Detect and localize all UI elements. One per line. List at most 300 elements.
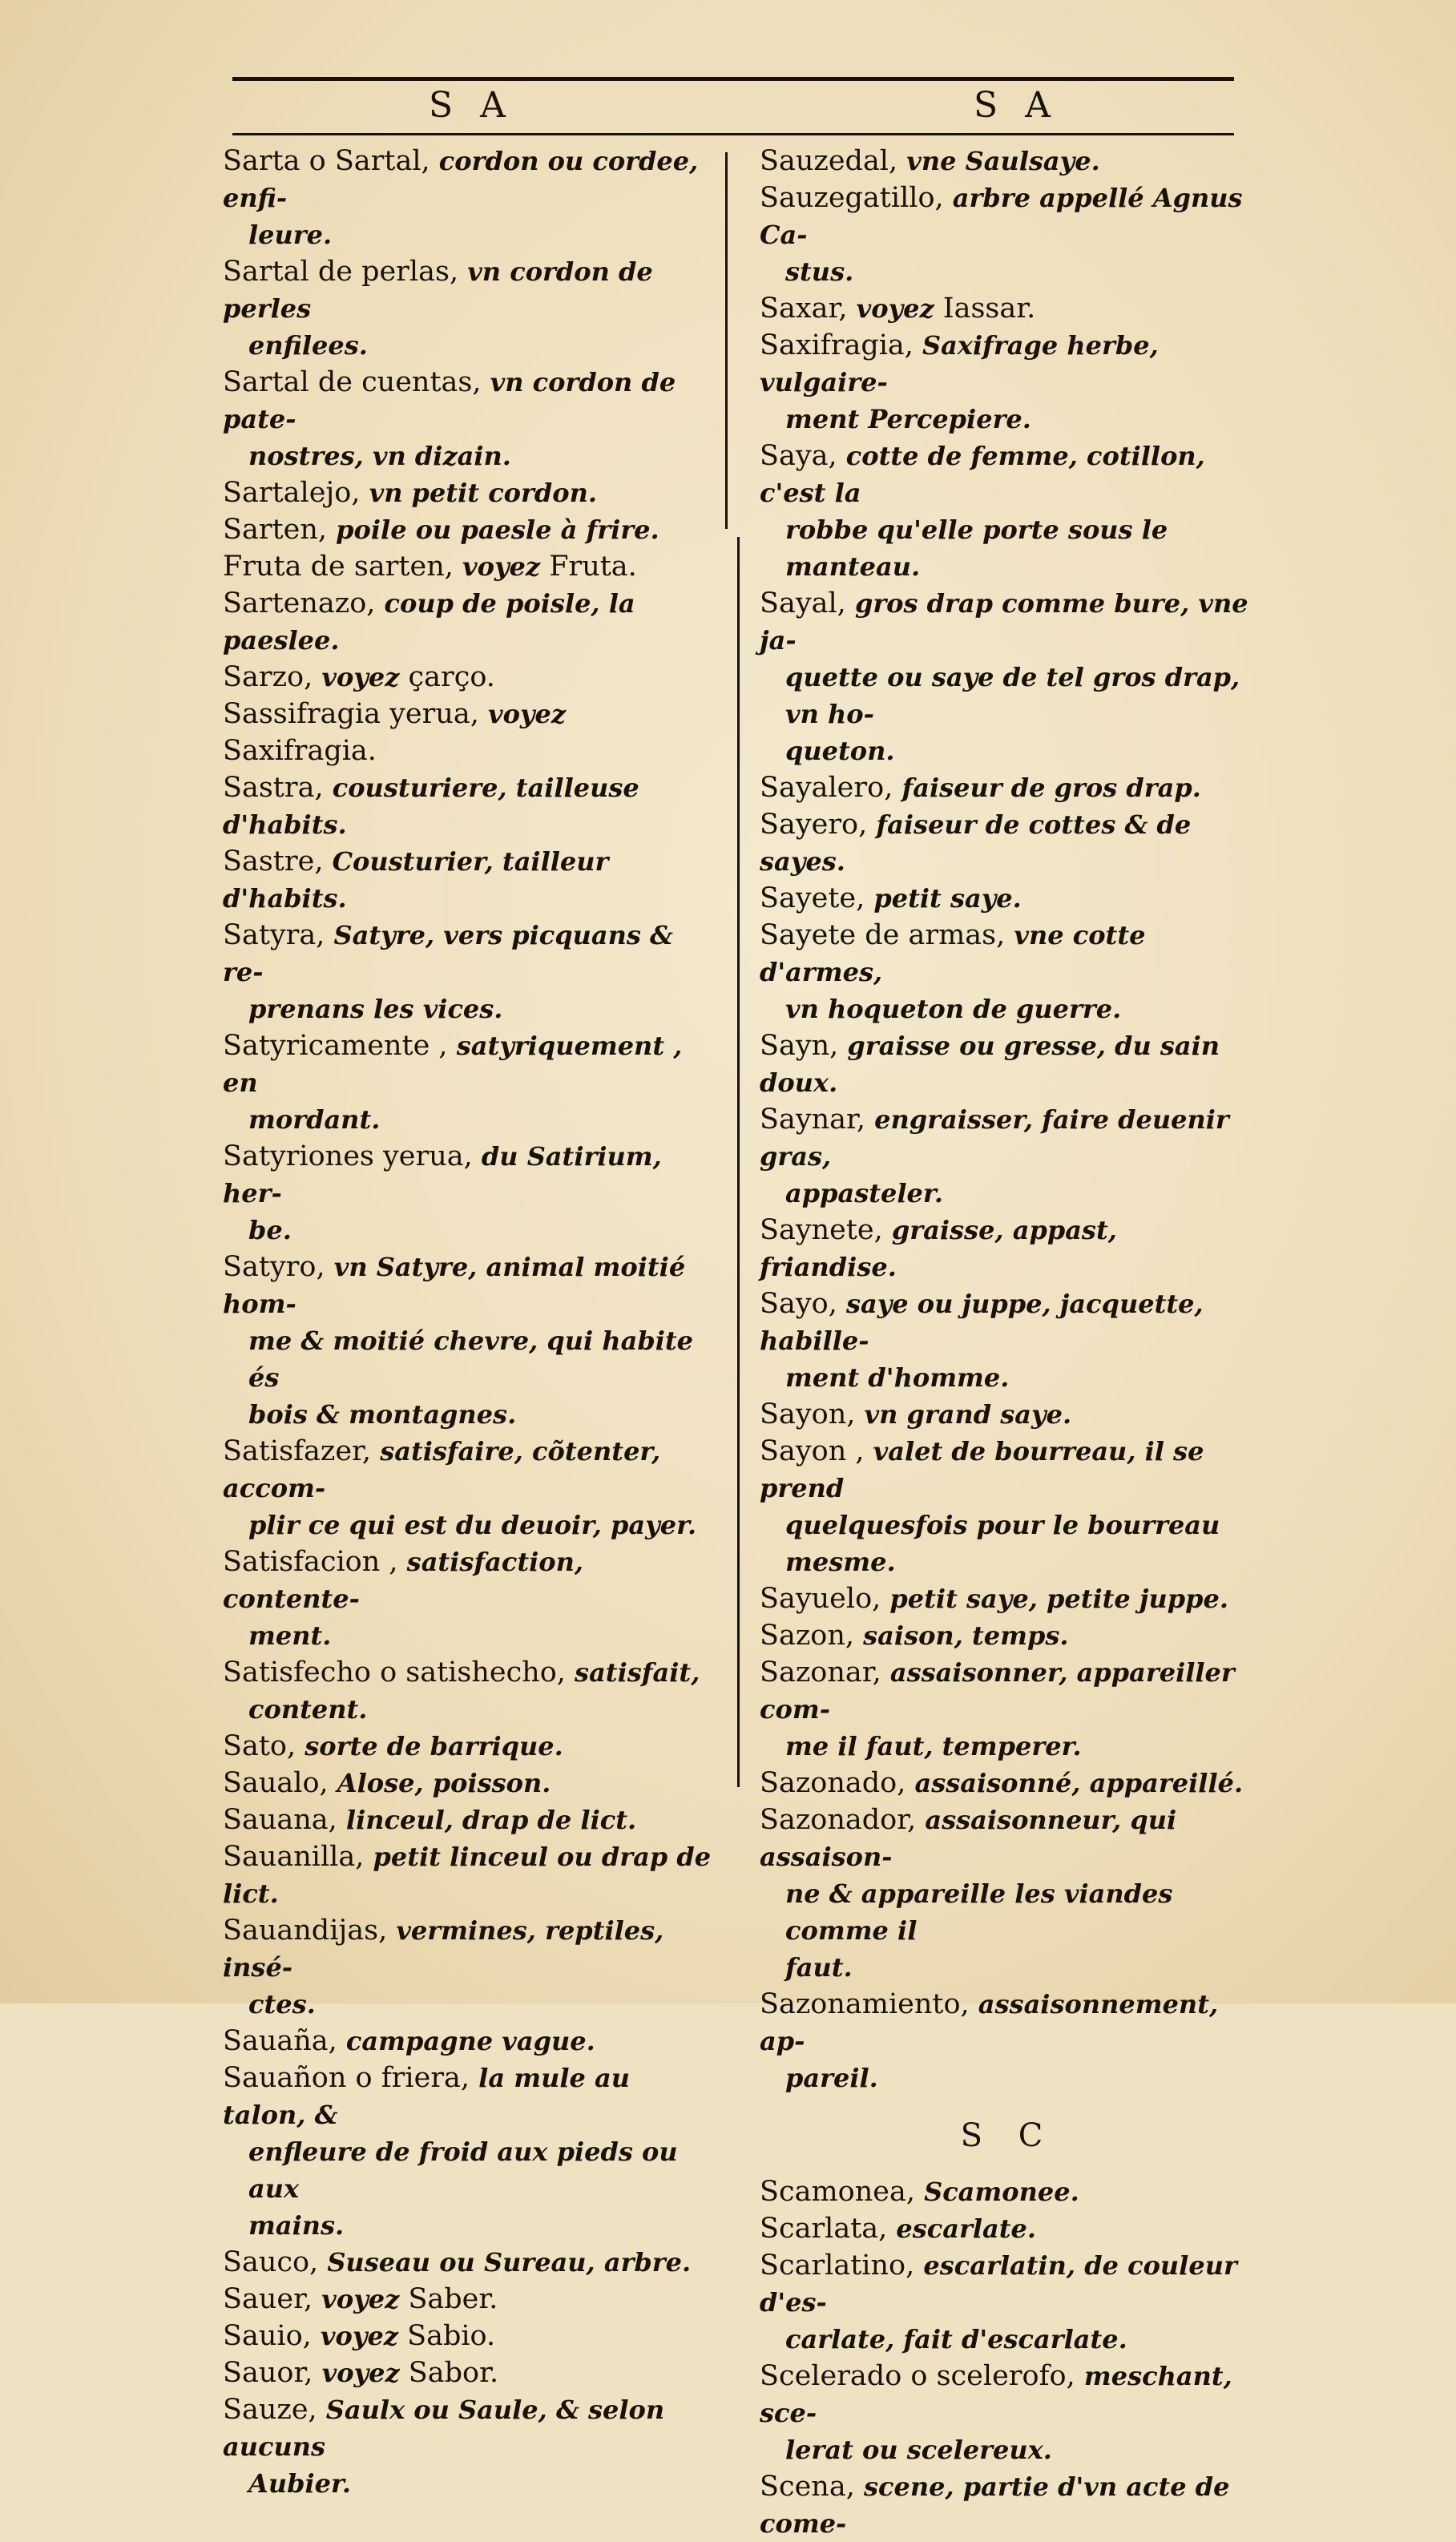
headword-text: Sarzo,	[223, 661, 322, 693]
definition-text: petit linceul ou drap de lict.	[223, 1842, 712, 1909]
headword-text: Satisfacion ,	[223, 1546, 407, 1578]
headword-text: Sayalero,	[760, 772, 902, 804]
running-header-right: S A	[974, 85, 1059, 126]
column-divider	[737, 537, 740, 1787]
definition-text: carlate, fait d'escarlate.	[785, 2324, 1127, 2354]
headword-text: Saxifragia.	[223, 735, 377, 767]
entry-line	[223, 1435, 660, 1504]
entry-line	[760, 1214, 1117, 1283]
definition-text: voyez	[462, 551, 541, 582]
entry-line	[223, 2357, 498, 2389]
dictionary-entry	[760, 1580, 1256, 1617]
entry-line	[760, 293, 1035, 325]
headword-text: Sartal de perlas,	[223, 256, 468, 288]
definition-text: leure.	[248, 220, 333, 250]
definition-text: du Satirium, her-	[223, 1141, 662, 1208]
definition-text: cousturiere, tailleuse d'habits.	[223, 773, 639, 840]
entry-line	[223, 2246, 691, 2278]
dictionary-entry	[760, 1027, 1256, 1101]
definition-text: assaisonnement, ap-	[760, 1989, 1219, 2056]
definition-text: saye ou juppe, jacquette, habille-	[760, 1289, 1204, 1356]
definition-text: engraisser, faire deuenir gras,	[760, 1104, 1229, 1172]
headword-text: Sabio.	[397, 2320, 496, 2352]
entry-line	[760, 2321, 1256, 2358]
section-heading: S C	[960, 2117, 1056, 2154]
definition-text: stus.	[785, 256, 854, 287]
headword-text: Sauaña,	[223, 2025, 346, 2057]
definition-text: me il faut, temperer.	[785, 1731, 1082, 1761]
dictionary-entry	[223, 1838, 720, 1912]
definition-text: voyez	[487, 699, 567, 729]
entry-line	[223, 1212, 720, 1249]
definition-text: be.	[248, 1215, 292, 1245]
dictionary-entry	[223, 2244, 720, 2281]
entry-line	[760, 1398, 1071, 1430]
headword-text: Sauandijas,	[223, 1915, 397, 1947]
definition-text: vn cordon de perles	[223, 256, 653, 324]
dictionary-entry	[223, 1728, 720, 1765]
definition-text: me & moitié chevre, qui habite és	[248, 1325, 693, 1393]
headword-text: Saualo,	[223, 1767, 337, 1799]
definition-text: vn hoqueton de guerre.	[785, 994, 1122, 1024]
dictionary-entry	[223, 1912, 720, 2023]
headword-text: Sayete,	[760, 882, 874, 914]
dictionary-entry	[223, 696, 720, 769]
entry-line	[223, 2465, 720, 2502]
headword-text: Satisfazer,	[223, 1435, 381, 1467]
entry-line	[223, 1691, 720, 1728]
definition-text: prenans les vices.	[248, 994, 503, 1024]
entry-line	[223, 1841, 711, 1910]
definition-text: voyez	[321, 662, 400, 692]
headword-text: Iassar.	[934, 293, 1036, 325]
dictionary-entry	[223, 659, 720, 696]
entry-line	[760, 2060, 1256, 2096]
entry-line	[223, 1030, 682, 1099]
dictionary-entry	[760, 806, 1256, 880]
entry-line	[223, 514, 659, 546]
definition-text: nostres, vn dizain.	[248, 441, 511, 471]
entry-line	[760, 1656, 1235, 1725]
entry-line	[223, 256, 653, 325]
definition-text: enfilees.	[248, 330, 368, 361]
headword-text: Sayero,	[760, 809, 877, 841]
dictionary-entry	[760, 2358, 1256, 2468]
dictionary-entry	[223, 585, 720, 659]
definition-text: vne Saulsaye.	[906, 146, 1100, 176]
entry-line	[760, 329, 1159, 398]
entry-line	[223, 2207, 720, 2244]
dictionary-entry	[223, 1027, 720, 1138]
dictionary-entry	[760, 290, 1256, 327]
dictionary-entry	[760, 143, 1256, 180]
definition-text: voyez	[856, 293, 934, 324]
headword-text: Sazon,	[760, 1620, 864, 1652]
dictionary-entry	[760, 1617, 1256, 1654]
definition-text: vn cordon de pate-	[223, 367, 676, 434]
entry-line	[223, 2320, 495, 2352]
definition-text: meschant, sce-	[760, 2361, 1232, 2428]
dictionary-entry	[223, 474, 720, 511]
definition-text: ctes.	[248, 1989, 316, 2019]
running-header-left: S A	[429, 85, 514, 126]
entry-line	[223, 991, 720, 1027]
entry-line	[223, 216, 720, 253]
entry-line	[223, 919, 673, 988]
entry-line	[760, 1728, 1256, 1765]
entry-line	[760, 1620, 1069, 1652]
entry-line	[760, 1949, 1256, 1986]
headword-text: Saxifragia,	[760, 329, 923, 361]
definition-text: vn petit cordon.	[369, 478, 597, 508]
headword-text: Fruta de sarten,	[223, 551, 462, 583]
entry-line	[223, 477, 597, 509]
definition-text: graisse, appast, friandise.	[760, 1215, 1117, 1282]
headword-text: Scamonea,	[760, 2176, 925, 2208]
entry-line	[223, 1730, 563, 1762]
definition-text: la mule au talon, &	[223, 2063, 630, 2130]
dictionary-entry	[223, 2023, 720, 2060]
definition-text: Aubier.	[248, 2468, 352, 2499]
dictionary-entry	[223, 253, 720, 364]
definition-text: enfleure de froid aux pieds ou aux	[248, 2136, 678, 2204]
entry-line	[223, 1396, 720, 1433]
definition-text: Saxifrage herbe, vulgaire-	[760, 330, 1159, 397]
right-column	[760, 143, 1256, 2542]
entry-line	[223, 327, 720, 364]
headword-text: Saber.	[399, 2283, 498, 2315]
entry-line	[223, 1546, 583, 1615]
definition-text: petit saye.	[873, 883, 1022, 914]
entry-line	[760, 587, 1248, 656]
definition-text: ment.	[248, 1620, 332, 1651]
entry-line	[223, 772, 639, 841]
entry-line	[223, 1915, 663, 1983]
definition-text: ne & appareille les viandes comme il	[785, 1878, 1173, 1946]
dictionary-entry	[223, 2354, 720, 2391]
definition-text: queton.	[785, 736, 895, 766]
entry-line	[223, 1986, 720, 2023]
headword-text: Satyriones yerua,	[223, 1140, 482, 1172]
entry-line	[760, 1175, 1256, 1212]
headword-text: Sauanilla,	[223, 1841, 373, 1873]
headword-text: Sartalejo,	[223, 477, 369, 509]
headword-text: Sayete de armas,	[760, 919, 1014, 951]
entry-line	[223, 438, 720, 474]
dictionary-entry	[223, 1249, 720, 1433]
entry-line	[223, 1804, 636, 1836]
entry-line	[760, 772, 1201, 804]
entry-line	[223, 1251, 685, 1320]
dictionary-entry	[223, 2318, 720, 2354]
definition-text: mordant.	[248, 1104, 381, 1135]
entry-line	[223, 2062, 630, 2131]
entry-line	[760, 2176, 1079, 2208]
headword-text: Sayuelo,	[760, 1583, 890, 1615]
definition-text: satyriquement , en	[223, 1031, 683, 1098]
entry-line	[223, 1101, 720, 1138]
entry-line	[223, 1617, 720, 1654]
dictionary-entry	[223, 1765, 720, 1802]
entry-line	[223, 2394, 664, 2463]
definition-text: faiseur de cottes & de sayes.	[760, 809, 1192, 877]
entry-line	[223, 145, 698, 214]
entry-line	[760, 1507, 1256, 1580]
entry-line	[760, 2213, 1036, 2245]
entry-line	[223, 1767, 551, 1799]
headword-text: Sarten,	[223, 514, 337, 546]
definition-text: content.	[248, 1694, 368, 1725]
definition-text: lerat ou scelereux.	[785, 2435, 1052, 2465]
headword-text: Sartal de cuentas,	[223, 366, 490, 398]
dictionary-entry	[760, 1285, 1256, 1396]
definition-text: Suseau ou Sureau, arbre.	[327, 2247, 692, 2278]
entry-line	[760, 991, 1256, 1027]
headword-text: Fruta.	[540, 551, 637, 583]
entry-line	[760, 2249, 1237, 2318]
headword-text: çarço.	[399, 661, 495, 693]
definition-text: valet de bourreau, il se prend	[760, 1436, 1204, 1503]
dictionary-entry	[760, 880, 1256, 917]
definition-text: voyez	[321, 2284, 400, 2314]
definition-text: quelquesfois pour le bourreau mesme.	[785, 1510, 1220, 1577]
dictionary-entry	[760, 438, 1256, 585]
entry-line	[760, 1030, 1220, 1099]
entry-line	[760, 2431, 1256, 2468]
entry-line	[760, 401, 1256, 438]
dictionary-entry	[760, 1433, 1256, 1580]
headword-text: Sayo,	[760, 1288, 846, 1320]
dictionary-entry	[223, 1654, 720, 1728]
headword-text: Sazonar,	[760, 1656, 890, 1689]
headword-text: Sastre,	[223, 845, 333, 878]
entry-line	[760, 1767, 1243, 1799]
dictionary-entry	[760, 327, 1256, 438]
entry-line	[760, 182, 1243, 251]
entry-line	[223, 698, 566, 767]
dictionary-entry	[760, 180, 1256, 290]
dictionary-entry	[760, 2468, 1256, 2542]
definition-text: vne cotte d'armes,	[760, 920, 1146, 987]
entry-line	[760, 1288, 1204, 1357]
entry-line	[223, 1322, 720, 1396]
definition-text: Cousturier, tailleur d'habits.	[223, 846, 609, 914]
definition-text: voyez	[320, 2321, 398, 2351]
entry-line	[223, 2283, 498, 2315]
entry-line	[760, 1804, 1176, 1873]
dictionary-entry	[223, 917, 720, 1027]
header-rule	[232, 133, 1234, 135]
dictionary-entry	[760, 2210, 1256, 2247]
entry-line	[223, 1140, 662, 1209]
entry-line	[760, 659, 1256, 732]
definition-text: bois & montagnes.	[248, 1399, 517, 1430]
definition-text: Alose, poisson.	[337, 1768, 551, 1798]
entry-line	[223, 661, 495, 693]
definition-text: quette ou saye de tel gros drap, vn ho-	[785, 662, 1240, 729]
entry-line	[223, 551, 637, 583]
definition-text: vn Satyre, animal moitié hom-	[223, 1252, 686, 1319]
definition-text: satisfaire, cõtenter, accom-	[223, 1436, 661, 1503]
headword-text: Sassifragia yerua,	[223, 698, 488, 730]
entry-line	[760, 732, 1256, 769]
headword-text: Sayal,	[760, 587, 855, 619]
entry-line	[223, 845, 608, 914]
entry-line	[760, 1988, 1218, 2057]
entry-line	[760, 145, 1100, 177]
left-column	[223, 143, 720, 2502]
dictionary-entry	[223, 1802, 720, 1838]
dictionary-entry	[760, 1986, 1256, 2096]
definition-text: ment Percepiere.	[785, 404, 1031, 434]
definition-text: satisfait,	[575, 1657, 700, 1688]
definition-text: plir ce qui est du deuoir, payer.	[248, 1510, 697, 1540]
definition-text: graisse ou gresse, du sain doux.	[760, 1031, 1220, 1098]
headword-text: Satisfecho o satishecho,	[223, 1656, 575, 1689]
dictionary-entry	[223, 511, 720, 548]
definition-text: ment d'homme.	[785, 1362, 1010, 1393]
dictionary-entry	[223, 1433, 720, 1543]
entry-line	[760, 253, 1256, 290]
dictionary-entry	[760, 917, 1256, 1027]
dictionary-entry	[760, 2173, 1256, 2210]
definition-text: mains.	[248, 2210, 345, 2241]
entry-line	[760, 1359, 1256, 1396]
entry-line	[223, 2025, 595, 2057]
definition-text: escarlate.	[896, 2213, 1037, 2244]
entry-line	[760, 440, 1205, 509]
dictionary-entry	[223, 2391, 720, 2502]
entry-line	[760, 2471, 1230, 2540]
headword-text: Sauor,	[223, 2357, 322, 2389]
definition-text: cordon ou cordee, enfi-	[223, 146, 699, 213]
headword-text: Sazonador,	[760, 1804, 926, 1836]
dictionary-entry	[760, 1654, 1256, 1765]
headword-text: Sabor.	[399, 2357, 499, 2389]
dictionary-entry	[223, 143, 720, 253]
definition-text: escarlatin, de couleur d'es-	[760, 2250, 1237, 2318]
definition-text: gros drap comme bure, vne ja-	[760, 588, 1248, 656]
entry-line	[223, 366, 676, 435]
headword-text: Saxar,	[760, 293, 857, 325]
definition-text: robbe qu'elle porte sous le manteau.	[785, 514, 1168, 582]
definition-text: scene, partie d'vn acte de come-	[760, 2471, 1230, 2539]
dictionary-entry	[760, 585, 1256, 769]
dictionary-entry	[760, 1765, 1256, 1802]
definition-text: faut.	[785, 1952, 853, 1983]
dictionary-entry	[760, 1101, 1256, 1212]
headword-text: Sayn,	[760, 1030, 848, 1062]
headword-text: Sayon ,	[760, 1435, 873, 1467]
entry-line	[223, 587, 635, 656]
headword-text: Sauer,	[223, 2283, 322, 2315]
definition-text: sorte de barrique.	[305, 1731, 563, 1761]
headword-text: Sato,	[223, 1730, 305, 1762]
headword-text: Satyricamente ,	[223, 1030, 457, 1062]
entry-line	[223, 1507, 720, 1543]
headword-text: Saynar,	[760, 1104, 875, 1136]
definition-text: arbre appellé Agnus Ca-	[760, 183, 1243, 250]
headword-text: Sauañon o friera,	[223, 2062, 479, 2094]
definition-text: vn grand saye.	[864, 1399, 1072, 1430]
entry-line	[760, 882, 1022, 914]
entry-line	[760, 919, 1145, 988]
top-rule	[232, 77, 1234, 81]
definition-text: assaisonné, appareillé.	[914, 1768, 1244, 1798]
entry-line	[760, 809, 1191, 878]
definition-text: Saulx ou Saule, & selon aucuns	[223, 2395, 665, 2462]
dictionary-entry	[223, 2060, 720, 2244]
entry-line	[760, 511, 1256, 585]
headword-text: Satyra,	[223, 919, 334, 951]
definition-text: campagne vague.	[345, 2026, 595, 2056]
dictionary-entry	[760, 769, 1256, 806]
headword-text: Sauze,	[223, 2394, 326, 2426]
definition-text: petit saye, petite juppe.	[889, 1584, 1229, 1614]
definition-text: saison, temps.	[863, 1620, 1069, 1651]
headword-text: Sauco,	[223, 2246, 328, 2278]
headword-text: Scelerado o scelerofo,	[760, 2360, 1084, 2392]
dictionary-entry	[223, 548, 720, 585]
dictionary-entry	[223, 364, 720, 474]
headword-text: Sazonado,	[760, 1767, 915, 1799]
headword-text: Sastra,	[223, 772, 333, 804]
entry-line	[760, 1583, 1228, 1615]
dictionary-entry	[223, 1138, 720, 1249]
definition-text: faiseur de gros drap.	[901, 773, 1201, 803]
definition-text: Scamonee.	[924, 2177, 1079, 2207]
definition-text: pareil.	[785, 2063, 878, 2093]
headword-text: Sazonamiento,	[760, 1988, 978, 2020]
headword-text: Saynete,	[760, 1214, 892, 1246]
dictionary-entry	[223, 769, 720, 843]
headword-text: Scarlata,	[760, 2213, 897, 2245]
entry-line	[223, 2133, 720, 2207]
dictionary-entry	[760, 1212, 1256, 1285]
dictionary-entry	[760, 1802, 1256, 1986]
entry-line	[760, 1875, 1256, 1949]
definition-text: assaisonneur, qui assaison-	[760, 1805, 1177, 1872]
definition-text: linceul, drap de lict.	[345, 1805, 637, 1835]
definition-text: appasteler.	[785, 1178, 943, 1208]
definition-text: satisfaction, contente-	[223, 1547, 584, 1614]
definition-text: vermines, reptiles, insé-	[223, 1915, 664, 1983]
dictionary-entry	[223, 1543, 720, 1654]
definition-text: coup de poisle, la paeslee.	[223, 588, 635, 656]
entry-line	[760, 1104, 1229, 1172]
definition-text: poile ou paesle à frire.	[336, 514, 659, 545]
headword-text: Sauzedal,	[760, 145, 907, 177]
column-divider	[725, 152, 728, 529]
headword-text: Sauio,	[223, 2320, 321, 2352]
headword-text: Scena,	[760, 2471, 864, 2503]
dictionary-entry	[760, 1396, 1256, 1433]
dictionary-entry	[223, 843, 720, 917]
headword-text: Saya,	[760, 440, 846, 472]
definition-text: cotte de femme, cotillon, c'est la	[760, 441, 1205, 508]
definition-text: assaisonner, appareiller com-	[760, 1657, 1235, 1725]
headword-text: Sauzegatillo,	[760, 182, 953, 214]
dictionary-entry	[223, 2281, 720, 2318]
definition-text: voyez	[321, 2358, 400, 2388]
entry-line	[223, 1656, 700, 1689]
headword-text: Sayon,	[760, 1398, 865, 1430]
headword-text: Sauana,	[223, 1804, 346, 1836]
definition-text: Satyre, vers picquans & re-	[223, 920, 673, 987]
headword-text: Sarta o Sartal,	[223, 145, 439, 177]
headword-text: Sartenazo,	[223, 587, 385, 619]
entry-line	[760, 2360, 1232, 2429]
